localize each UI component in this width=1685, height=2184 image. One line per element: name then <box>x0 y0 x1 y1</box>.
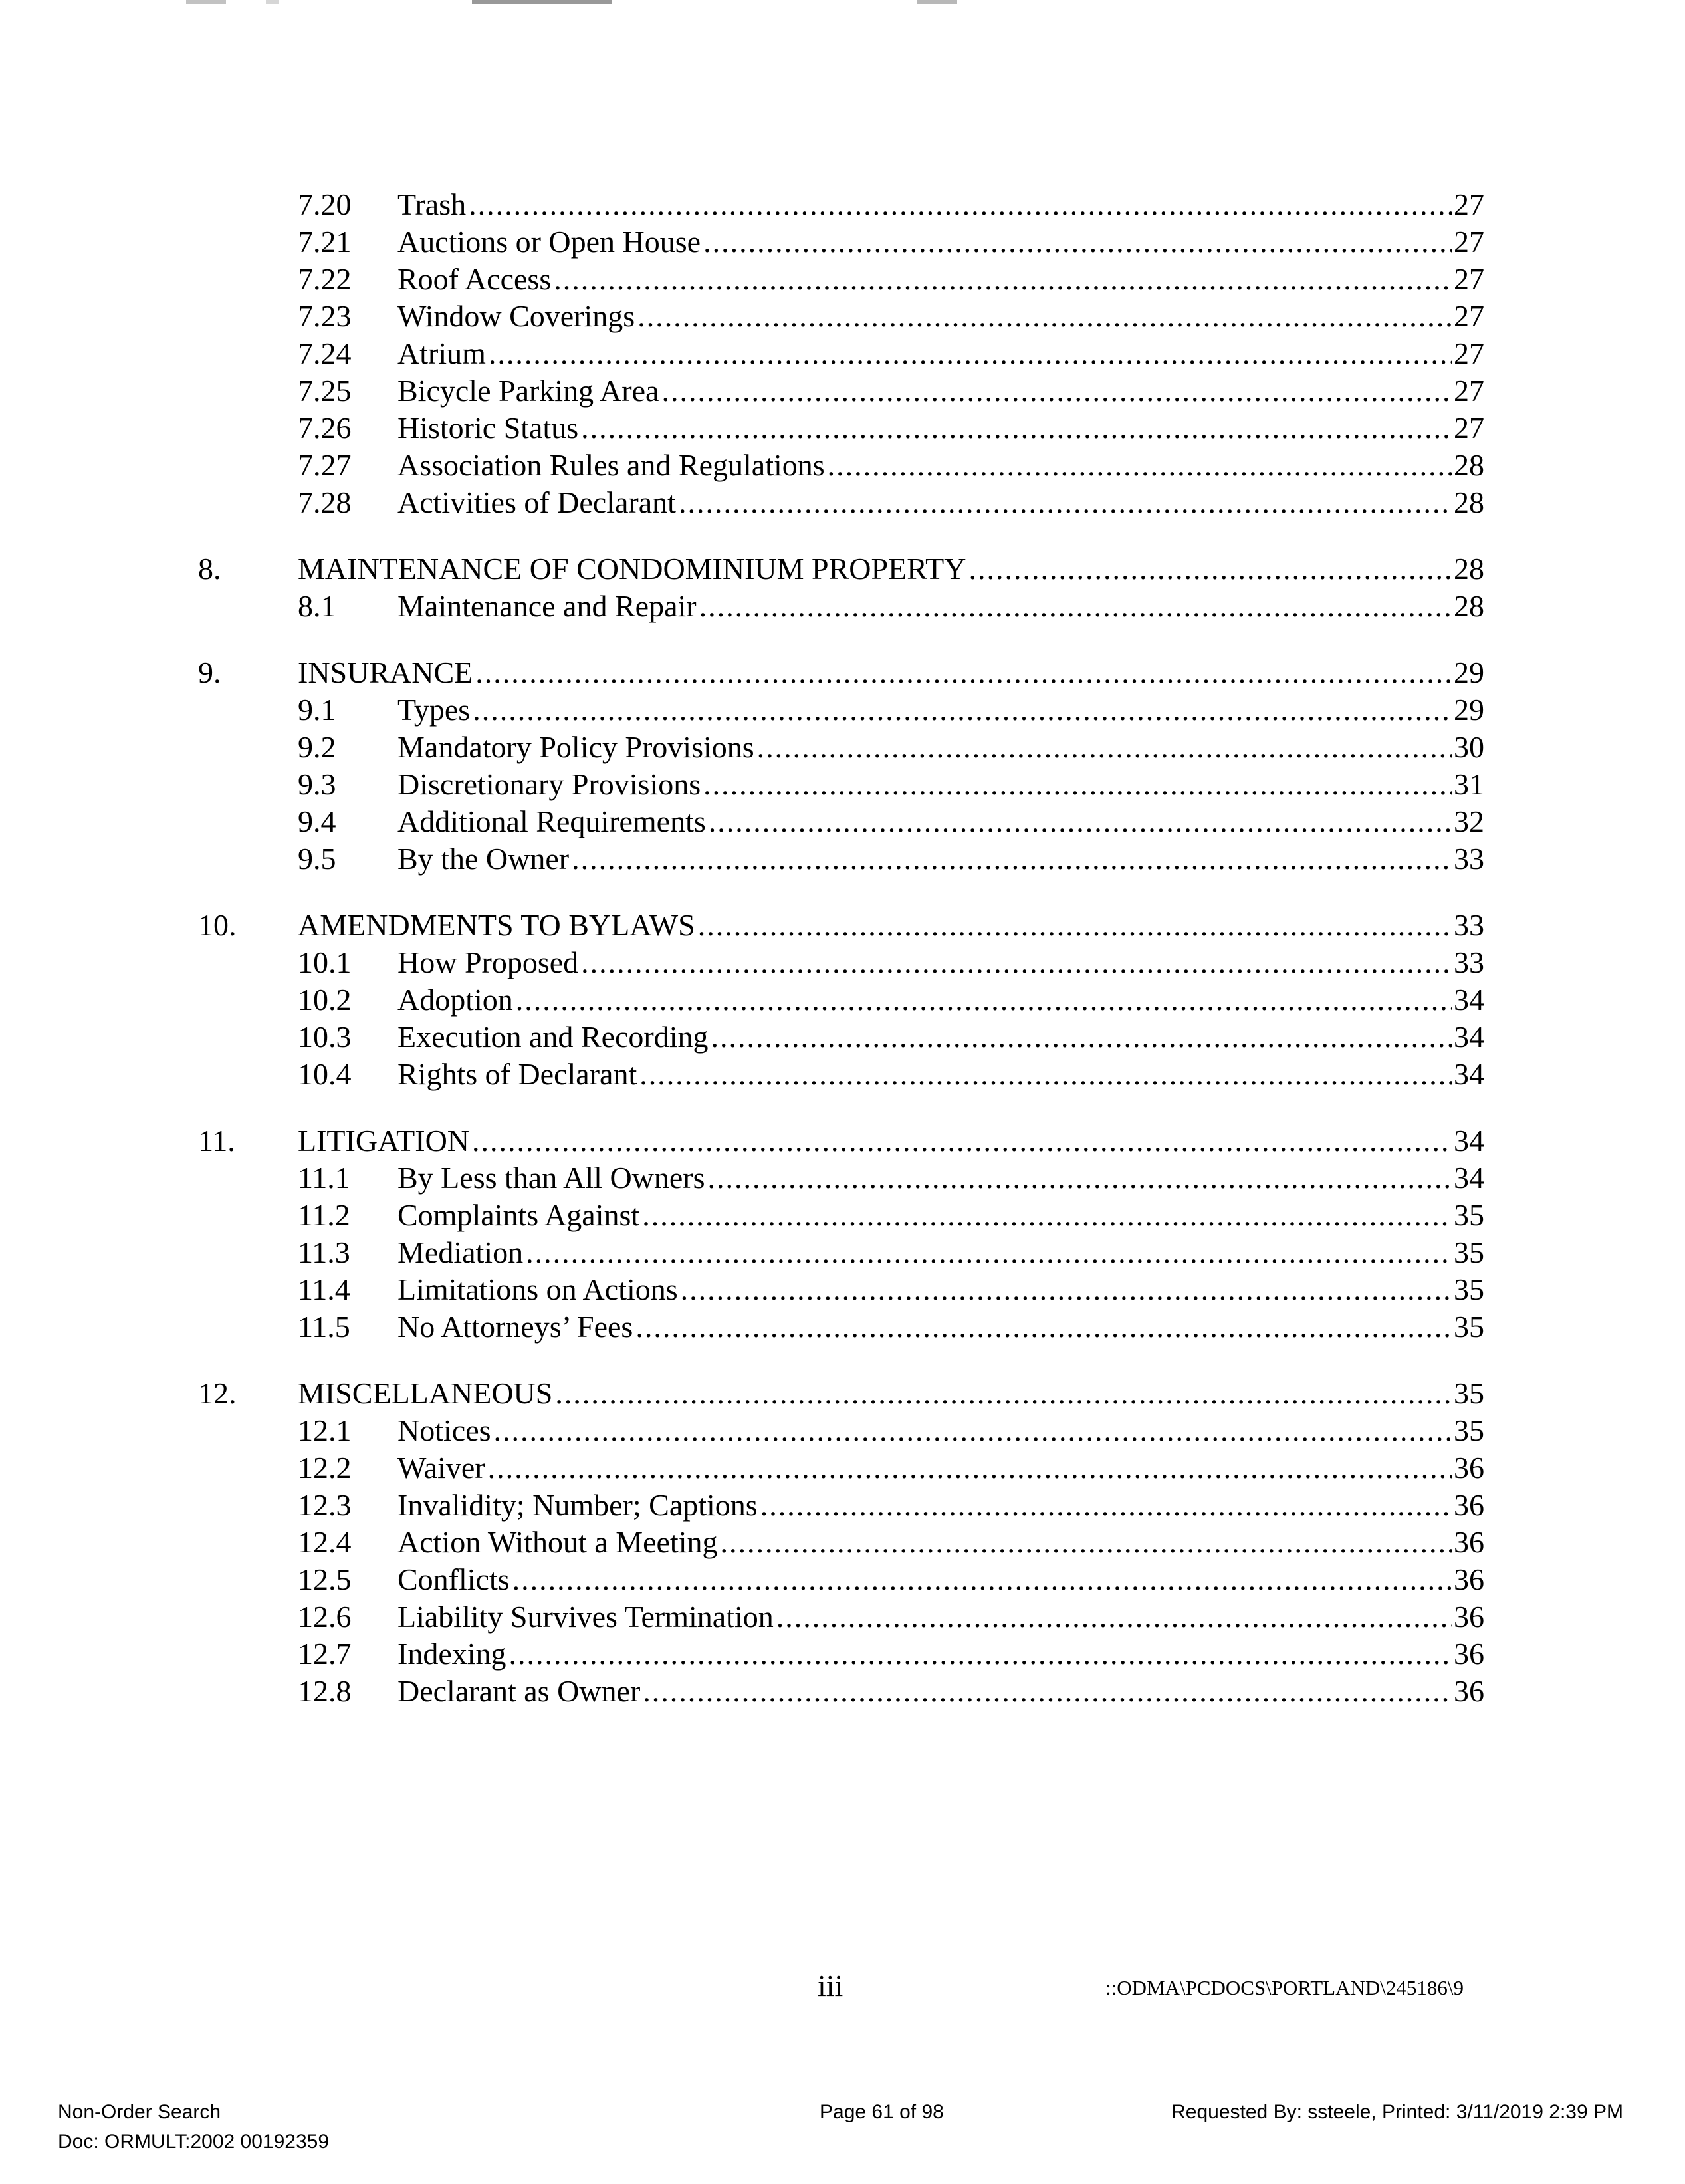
section-entry <box>397 840 1484 878</box>
section-title: Bicycle Parking Area <box>397 374 659 408</box>
dot-leader <box>469 186 1452 223</box>
section-page-number: 35 <box>1454 1235 1484 1269</box>
dot-leader <box>475 654 1452 691</box>
section-number: 10.2 <box>298 983 352 1017</box>
section-title: By Less than All Owners <box>397 1161 705 1195</box>
toc-section-row <box>0 803 1685 840</box>
section-entry <box>397 588 1484 625</box>
dot-leader <box>828 447 1452 484</box>
section-entry <box>397 1056 1484 1093</box>
toc-section-row <box>0 1598 1685 1636</box>
section-title: Limitations on Actions <box>397 1273 678 1306</box>
section-number: 12.7 <box>298 1637 352 1671</box>
chapter-entry <box>298 550 1484 588</box>
section-title: Waiver <box>397 1451 485 1485</box>
section-entry <box>397 1234 1484 1271</box>
toc-group <box>0 1375 1685 1710</box>
toc-chapter-row <box>0 1122 1685 1159</box>
section-title: Adoption <box>397 983 513 1017</box>
scan-artifact <box>186 0 1103 4</box>
section-number: 7.22 <box>298 262 352 296</box>
dot-leader <box>681 1271 1452 1308</box>
section-page-number: 35 <box>1454 1310 1484 1344</box>
section-title: Conflicts <box>397 1562 510 1596</box>
chapter-page-number: 29 <box>1454 656 1484 689</box>
print-request-info: Requested By: ssteele, Printed: 3/11/2019 2:39 PM <box>1171 2101 1623 2123</box>
toc-section-row <box>0 298 1685 335</box>
chapter-entry <box>298 654 1484 691</box>
section-entry <box>397 1159 1484 1197</box>
dot-leader <box>721 1524 1453 1561</box>
section-entry <box>397 766 1484 803</box>
dot-leader <box>709 803 1452 840</box>
dot-leader <box>581 410 1452 447</box>
dot-leader <box>757 729 1452 766</box>
section-page-number: 36 <box>1454 1451 1484 1485</box>
section-title: Types <box>397 693 471 727</box>
section-number: 12.1 <box>298 1413 352 1447</box>
section-entry <box>397 335 1484 372</box>
section-page-number: 27 <box>1454 374 1484 408</box>
dot-leader <box>698 907 1452 944</box>
section-number: 9.5 <box>298 842 336 876</box>
chapter-title: AMENDMENTS TO BYLAWS <box>298 908 695 942</box>
dot-leader <box>679 484 1452 521</box>
section-title: Invalidity; Number; Captions <box>397 1488 758 1522</box>
section-title: Discretionary Provisions <box>397 767 701 801</box>
dot-leader <box>711 1019 1452 1056</box>
section-entry <box>397 1019 1484 1056</box>
toc-section-row <box>0 729 1685 766</box>
dot-leader <box>516 981 1452 1019</box>
section-number: 7.25 <box>298 374 352 408</box>
section-number: 11.5 <box>298 1310 350 1344</box>
section-number: 10.1 <box>298 945 352 979</box>
dot-leader <box>643 1673 1452 1710</box>
section-entry <box>397 1412 1484 1449</box>
toc-section-row <box>0 1673 1685 1710</box>
toc-section-row <box>0 1019 1685 1056</box>
search-type-label: Non-Order Search <box>58 2101 221 2123</box>
dot-leader <box>703 766 1452 803</box>
section-entry <box>397 1673 1484 1710</box>
chapter-entry <box>298 1375 1484 1412</box>
section-page-number: 33 <box>1454 842 1484 876</box>
dot-leader <box>512 1561 1452 1598</box>
chapter-page-number: 34 <box>1454 1124 1484 1157</box>
section-entry <box>397 447 1484 484</box>
section-number: 7.23 <box>298 299 352 333</box>
section-title: Roof Access <box>397 262 552 296</box>
section-page-number: 35 <box>1454 1413 1484 1447</box>
section-title: Auctions or Open House <box>397 225 701 259</box>
toc-section-row <box>0 944 1685 981</box>
section-page-number: 31 <box>1454 767 1484 801</box>
section-number: 10.4 <box>298 1057 352 1091</box>
toc-group <box>0 654 1685 878</box>
section-title: Notices <box>397 1413 491 1447</box>
section-title: Complaints Against <box>397 1198 640 1232</box>
toc-section-row <box>0 981 1685 1019</box>
section-number: 12.3 <box>298 1488 352 1522</box>
section-title: Maintenance and Repair <box>397 589 697 623</box>
toc-section-row <box>0 1487 1685 1524</box>
section-title: Additional Requirements <box>397 804 706 838</box>
toc-section-row <box>0 1197 1685 1234</box>
toc-section-row <box>0 1449 1685 1487</box>
section-entry <box>397 1524 1484 1561</box>
section-entry <box>397 186 1484 223</box>
toc-section-row <box>0 1159 1685 1197</box>
chapter-number: 10. <box>198 908 237 942</box>
section-title: Rights of Declarant <box>397 1057 637 1091</box>
page-number: iii <box>818 1969 843 2002</box>
section-number: 9.2 <box>298 730 336 764</box>
section-entry <box>397 484 1484 521</box>
section-title: Activities of Declarant <box>397 485 676 519</box>
dot-leader <box>581 944 1452 981</box>
toc-section-row <box>0 1412 1685 1449</box>
dot-leader <box>509 1636 1452 1673</box>
section-entry <box>397 261 1484 298</box>
section-entry <box>397 298 1484 335</box>
dot-leader <box>637 298 1452 335</box>
section-title: Execution and Recording <box>397 1020 709 1054</box>
section-number: 12.6 <box>298 1600 352 1634</box>
chapter-page-number: 28 <box>1454 552 1484 586</box>
section-number: 9.4 <box>298 804 336 838</box>
dot-leader <box>572 840 1452 878</box>
section-page-number: 27 <box>1454 187 1484 221</box>
section-page-number: 27 <box>1454 336 1484 370</box>
section-page-number: 34 <box>1454 1161 1484 1195</box>
toc-section-row <box>0 1271 1685 1308</box>
toc-chapter-row <box>0 654 1685 691</box>
dot-leader <box>494 1412 1452 1449</box>
dot-leader <box>968 550 1452 588</box>
chapter-page-number: 33 <box>1454 908 1484 942</box>
section-page-number: 36 <box>1454 1562 1484 1596</box>
dot-leader <box>635 1308 1452 1346</box>
section-title: Declarant as Owner <box>397 1674 641 1708</box>
toc-chapter-row <box>0 550 1685 588</box>
section-page-number: 28 <box>1454 485 1484 519</box>
section-page-number: 34 <box>1454 983 1484 1017</box>
toc-section-row <box>0 447 1685 484</box>
section-page-number: 30 <box>1454 730 1484 764</box>
dot-leader <box>472 1122 1452 1159</box>
section-entry <box>397 1197 1484 1234</box>
section-entry <box>397 803 1484 840</box>
chapter-entry <box>298 907 1484 944</box>
dot-leader <box>489 335 1452 372</box>
toc-group <box>0 186 1685 521</box>
section-title: Trash <box>397 187 467 221</box>
section-entry <box>397 981 1484 1019</box>
section-page-number: 36 <box>1454 1488 1484 1522</box>
chapter-title: MAINTENANCE OF CONDOMINIUM PROPERTY <box>298 552 966 586</box>
section-page-number: 32 <box>1454 804 1484 838</box>
section-number: 11.3 <box>298 1235 350 1269</box>
toc-section-row <box>0 186 1685 223</box>
section-number: 7.27 <box>298 448 352 482</box>
section-page-number: 36 <box>1454 1674 1484 1708</box>
section-number: 12.8 <box>298 1674 352 1708</box>
section-entry <box>397 1271 1484 1308</box>
section-page-number: 27 <box>1454 299 1484 333</box>
chapter-number: 12. <box>198 1376 237 1410</box>
section-title: By the Owner <box>397 842 570 876</box>
toc-section-row <box>0 1234 1685 1271</box>
toc-section-row <box>0 1636 1685 1673</box>
dot-leader <box>526 1234 1452 1271</box>
toc-section-row <box>0 335 1685 372</box>
toc-chapter-row <box>0 907 1685 944</box>
section-entry <box>397 1449 1484 1487</box>
dot-leader <box>760 1487 1452 1524</box>
toc-section-row <box>0 840 1685 878</box>
section-entry <box>397 729 1484 766</box>
toc-section-row <box>0 372 1685 410</box>
section-title: Liability Survives Termination <box>397 1600 774 1634</box>
section-number: 11.1 <box>298 1161 350 1195</box>
chapter-number: 8. <box>198 552 221 586</box>
chapter-page-number: 35 <box>1454 1376 1484 1410</box>
print-page-count: Page 61 of 98 <box>820 2101 944 2123</box>
section-title: Indexing <box>397 1637 506 1671</box>
dot-leader <box>639 1056 1452 1093</box>
section-page-number: 36 <box>1454 1600 1484 1634</box>
toc-section-row <box>0 691 1685 729</box>
toc-section-row <box>0 1561 1685 1598</box>
toc-section-row <box>0 223 1685 261</box>
section-entry <box>397 372 1484 410</box>
section-number: 9.1 <box>298 693 336 727</box>
section-page-number: 34 <box>1454 1020 1484 1054</box>
toc-section-row <box>0 410 1685 447</box>
section-number: 11.4 <box>298 1273 350 1306</box>
chapter-entry <box>298 1122 1484 1159</box>
section-number: 7.28 <box>298 485 352 519</box>
section-entry <box>397 1636 1484 1673</box>
section-title: Mediation <box>397 1235 524 1269</box>
toc-chapter-row <box>0 1375 1685 1412</box>
section-number: 7.20 <box>298 187 352 221</box>
section-number: 7.26 <box>298 411 352 445</box>
document-path: ::ODMA\PCDOCS\PORTLAND\245186\9 <box>1105 1976 1464 1999</box>
toc-groups <box>0 186 1685 1739</box>
toc-group <box>0 550 1685 625</box>
section-page-number: 36 <box>1454 1637 1484 1671</box>
section-entry <box>397 1308 1484 1346</box>
section-page-number: 35 <box>1454 1198 1484 1232</box>
chapter-title: LITIGATION <box>298 1124 470 1157</box>
dot-leader <box>554 261 1452 298</box>
dot-leader <box>699 588 1452 625</box>
section-page-number: 36 <box>1454 1525 1484 1559</box>
section-entry <box>397 410 1484 447</box>
section-entry <box>397 1561 1484 1598</box>
toc-section-row <box>0 588 1685 625</box>
section-page-number: 28 <box>1454 589 1484 623</box>
section-entry <box>397 223 1484 261</box>
dot-leader <box>488 1449 1452 1487</box>
dot-leader <box>703 223 1452 261</box>
section-number: 10.3 <box>298 1020 352 1054</box>
doc-id-label: Doc: ORMULT:2002 00192359 <box>58 2131 330 2153</box>
section-page-number: 28 <box>1454 448 1484 482</box>
section-number: 7.21 <box>298 225 352 259</box>
toc-section-row <box>0 1524 1685 1561</box>
section-page-number: 27 <box>1454 411 1484 445</box>
section-number: 7.24 <box>298 336 352 370</box>
section-title: Historic Status <box>397 411 579 445</box>
section-title: Window Coverings <box>397 299 635 333</box>
section-number: 12.2 <box>298 1451 352 1485</box>
section-entry <box>397 1598 1484 1636</box>
dot-leader <box>642 1197 1452 1234</box>
section-number: 11.2 <box>298 1198 350 1232</box>
section-number: 8.1 <box>298 589 336 623</box>
section-number: 12.4 <box>298 1525 352 1559</box>
section-title: Mandatory Policy Provisions <box>397 730 754 764</box>
section-entry <box>397 1487 1484 1524</box>
section-title: No Attorneys’ Fees <box>397 1310 633 1344</box>
dot-leader <box>776 1598 1452 1636</box>
chapter-title: INSURANCE <box>298 656 473 689</box>
section-page-number: 27 <box>1454 225 1484 259</box>
toc-section-row <box>0 1056 1685 1093</box>
section-page-number: 29 <box>1454 693 1484 727</box>
section-number: 9.3 <box>298 767 336 801</box>
chapter-number: 11. <box>198 1124 235 1157</box>
dot-leader <box>473 691 1452 729</box>
toc-section-row <box>0 484 1685 521</box>
dot-leader <box>555 1375 1452 1412</box>
dot-leader <box>661 372 1452 410</box>
toc-section-row <box>0 1308 1685 1346</box>
toc-group <box>0 907 1685 1093</box>
section-title: How Proposed <box>397 945 579 979</box>
section-page-number: 34 <box>1454 1057 1484 1091</box>
dot-leader <box>708 1159 1452 1197</box>
chapter-number: 9. <box>198 656 221 689</box>
toc-section-row <box>0 261 1685 298</box>
chapter-title: MISCELLANEOUS <box>298 1376 553 1410</box>
section-page-number: 33 <box>1454 945 1484 979</box>
section-title: Association Rules and Regulations <box>397 448 825 482</box>
toc-group <box>0 1122 1685 1346</box>
section-title: Action Without a Meeting <box>397 1525 718 1559</box>
section-page-number: 27 <box>1454 262 1484 296</box>
section-page-number: 35 <box>1454 1273 1484 1306</box>
section-entry <box>397 944 1484 981</box>
section-number: 12.5 <box>298 1562 352 1596</box>
section-entry <box>397 691 1484 729</box>
section-title: Atrium <box>397 336 486 370</box>
toc-section-row <box>0 766 1685 803</box>
